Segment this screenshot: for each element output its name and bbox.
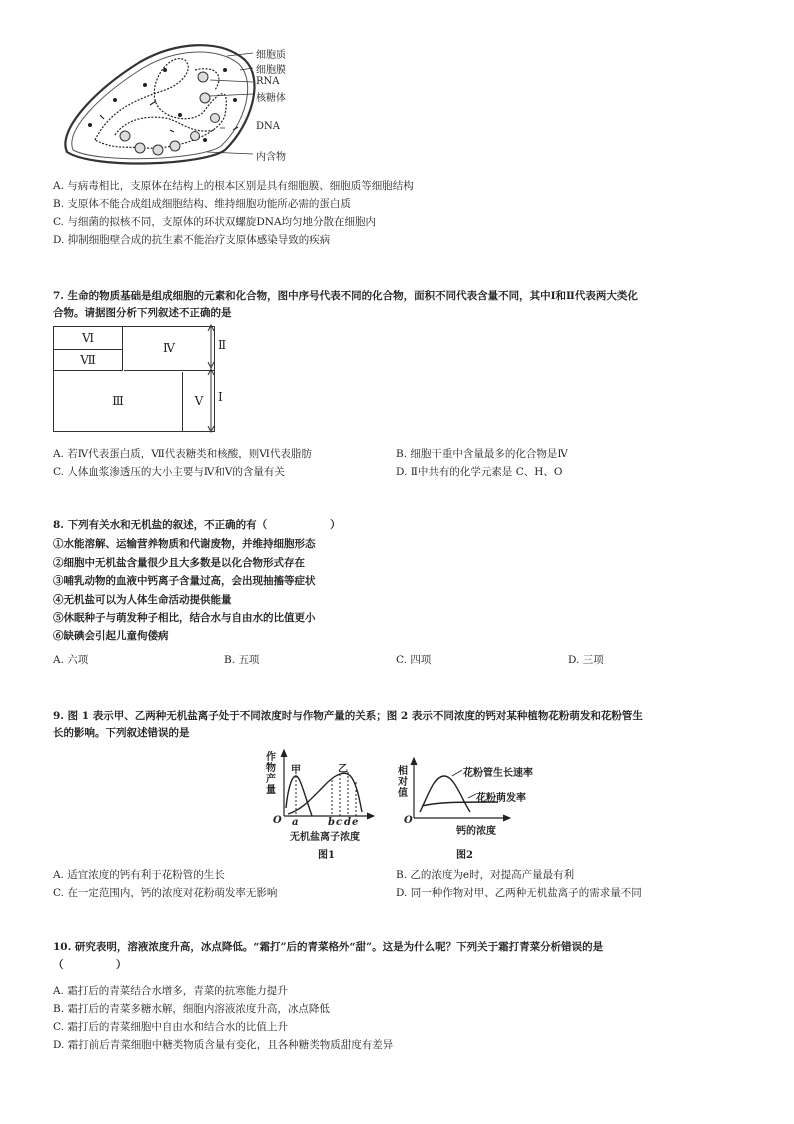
label-cell-membrane: 细胞膜 [256, 65, 286, 76]
fig1-tick-b: b [328, 817, 335, 828]
q8-option-d[interactable]: D. 三项 [568, 654, 604, 666]
label-dna: DNA [256, 121, 280, 132]
q6-option-d[interactable]: D. 抑制细胞壁合成的抗生素不能治疗支原体感染导致的疾病 [53, 234, 331, 246]
q9-option-c[interactable]: C. 在一定范围内，钙的浓度对花粉萌发率无影响 [53, 887, 278, 899]
label-cytoplasm: 细胞质 [256, 50, 286, 61]
label-ii: Ⅱ [218, 338, 227, 352]
fig1-curve-yi-label: 乙 [338, 764, 348, 775]
q10-option-c[interactable]: C. 霜打后的青菜细胞中自由水和结合水的比值上升 [53, 1021, 288, 1033]
box-iii: Ⅲ [54, 372, 183, 431]
q10-stem-line2: （ ） [53, 959, 127, 971]
fig1-caption: 图1 [318, 850, 335, 861]
q6-option-c[interactable]: C. 与细菌的拟核不同，支原体的环状双螺旋DNA均匀地分散在细胞内 [53, 216, 377, 228]
q8-statement-4: ④无机盐可以为人体生命活动提供能量 [53, 594, 232, 606]
q8-statement-2: ②细胞中无机盐含量很少且大多数是以化合物形式存在 [53, 557, 305, 569]
label-ribosome: 核糖体 [256, 93, 286, 104]
fig1-tick-d: d [344, 817, 351, 828]
q10-option-a[interactable]: A. 霜打后的青菜结合水增多，青菜的抗寒能力提升 [53, 985, 288, 997]
box-v: Ⅴ [194, 394, 204, 408]
q10-option-b[interactable]: B. 霜打后的青菜多糖水解，细胞内溶液浓度升高，冰点降低 [53, 1003, 330, 1015]
label-inclusion: 内含物 [256, 152, 286, 163]
q10-option-d[interactable]: D. 霜打前后青菜细胞中糖类物质含量有变化，且各种糖类物质甜度有差异 [53, 1039, 394, 1051]
q8-option-b[interactable]: B. 五项 [224, 654, 260, 666]
q7-stem-line1: 7. 生命的物质基础是组成细胞的元素和化合物，图中序号代表不同的化合物，面积不同代表含量不同，其中Ⅰ和Ⅱ代表两大类化 [53, 290, 638, 302]
q8-statement-6: ⑥缺碘会引起儿童佝偻病 [53, 630, 169, 642]
box-vi: Ⅵ [54, 327, 123, 350]
q7-option-b[interactable]: B. 细胞干重中含量最多的化合物是Ⅳ [396, 448, 568, 460]
fig1-xlabel: 无机盐离子浓度 [290, 832, 360, 843]
fig1-ylabel: 作物产量 [266, 752, 276, 796]
q10-stem-line1: 10. 研究表明，溶液浓度升高，冰点降低。“霜打”后的青菜格外“甜”。这是为什么呢？下列关于霜打青菜分析错误的是 [53, 941, 604, 953]
q7-range-arrows [204, 324, 218, 434]
q9-option-a[interactable]: A. 适宜浓度的钙有利于花粉管的生长 [53, 869, 225, 881]
fig2-curve-germination-label: 花粉萌发率 [476, 793, 526, 804]
q6-option-a[interactable]: A. 与病毒相比，支原体在结构上的根本区别是具有细胞膜、细胞质等细胞结构 [53, 180, 414, 192]
q9-stem-line2: 长的影响。下列叙述错误的是 [53, 727, 190, 739]
q8-statement-5: ⑤休眠种子与萌发种子相比，结合水与自由水的比值更小 [53, 612, 316, 624]
fig1-curve-jia-label: 甲 [291, 765, 301, 776]
q7-stem-line2: 合物。请据图分析下列叙述不正确的是 [53, 307, 232, 319]
fig2-origin: O [404, 815, 413, 826]
q7-option-c[interactable]: C. 人体血浆渗透压的大小主要与Ⅳ和Ⅴ的含量有关 [53, 466, 285, 478]
q8-stem: 8. 下列有关水和无机盐的叙述，不正确的有（ ） [53, 519, 341, 531]
q8-statement-1: ①水能溶解、运输营养物质和代谢废物，并维持细胞形态 [53, 538, 316, 550]
q9-stem-line1: 9. 图 1 表示甲、乙两种无机盐离子处于不同浓度时与作物产量的关系；图 2 表示不同浓度的钙对某种植物花粉萌发和花粉管生 [53, 710, 643, 722]
fig1-tick-a: a [292, 817, 299, 828]
fig2-xlabel: 钙的浓度 [456, 826, 496, 837]
q8-statement-3: ③哺乳动物的血液中钙离子含量过高，会出现抽搐等症状 [53, 575, 316, 587]
box-iv: Ⅳ [124, 327, 214, 371]
q7-option-d[interactable]: D. Ⅱ中共有的化学元素是 C、H、O [396, 466, 563, 478]
q8-option-a[interactable]: A. 六项 [53, 654, 89, 666]
fig2-caption: 图2 [456, 850, 473, 861]
fig2-ylabel: 相对值 [398, 766, 408, 799]
fig2-curve-growth-label: 花粉管生长速率 [463, 768, 533, 779]
q6-option-b[interactable]: B. 支原体不能合成组成细胞结构、维持细胞功能所必需的蛋白质 [53, 198, 351, 210]
fig1-tick-c: c [336, 817, 343, 828]
box-vii: Ⅶ [54, 350, 123, 371]
q9-option-d[interactable]: D. 同一种作物对甲、乙两种无机盐离子的需求量不同 [396, 887, 642, 899]
label-rna: RNA [256, 76, 280, 87]
fig1-tick-e: e [352, 817, 359, 828]
label-i: Ⅰ [218, 390, 223, 404]
q7-option-a[interactable]: A. 若Ⅳ代表蛋白质，Ⅶ代表糖类和核酸，则Ⅵ代表脂肪 [53, 448, 312, 460]
q7-compound-diagram [53, 326, 215, 432]
q9-option-b[interactable]: B. 乙的浓度为e时，对提高产量最有利 [396, 869, 575, 881]
q8-option-c[interactable]: C. 四项 [396, 654, 432, 666]
fig1-origin: O [273, 815, 282, 826]
